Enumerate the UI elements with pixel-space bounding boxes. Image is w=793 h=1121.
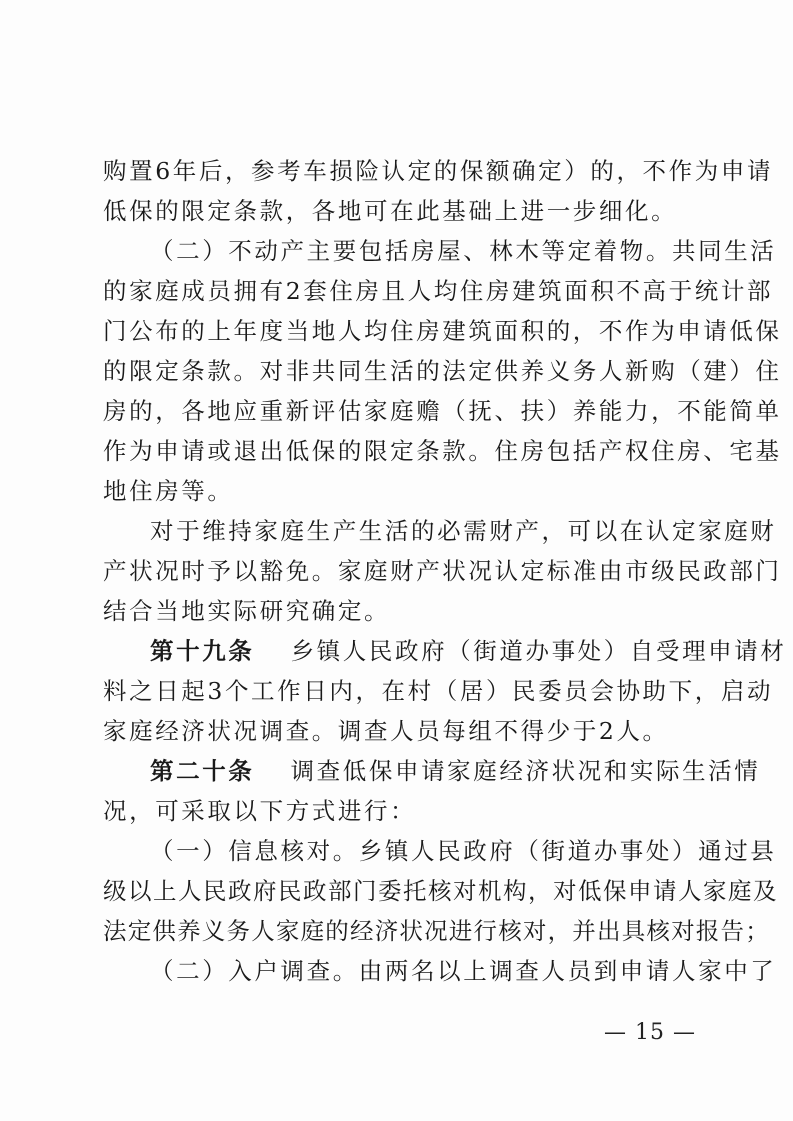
article-line bbox=[150, 631, 787, 671]
text-line: 的限定条款。对非共同生活的法定供养义务人新购（建）住 bbox=[103, 357, 782, 385]
text-line: 产状况时予以豁免。家庭财产状况认定标准由市级民政部门 bbox=[103, 557, 782, 585]
article-label: 第二十条 bbox=[150, 757, 255, 785]
text-line: 结合当地实际研究确定。 bbox=[103, 597, 391, 625]
text-line: 门公布的上年度当地人均住房建筑面积的，不作为申请低保 bbox=[103, 317, 782, 345]
text-line: 家庭经济状况调查。调查人员每组不得少于2人。 bbox=[103, 717, 669, 745]
text-line: 法定供养义务人家庭的经济状况进行核对，并出具核对报告； bbox=[103, 917, 770, 945]
text-line: （二）入户调查。由两名以上调查人员到申请人家中了 bbox=[150, 957, 777, 985]
text-line: 作为申请或退出低保的限定条款。住房包括产权住房、宅基 bbox=[103, 437, 782, 465]
text-line: 低保的限定条款，各地可在此基础上进一步细化。 bbox=[103, 197, 678, 225]
text-line: 的家庭成员拥有2套住房且人均住房建筑面积不高于统计部 bbox=[103, 277, 774, 305]
article-text: 调查低保申请家庭经济状况和实际生活情 bbox=[290, 757, 761, 785]
text-line: 对于维持家庭生产生活的必需财产，可以在认定家庭财 bbox=[150, 517, 777, 545]
text-line: 料之日起3个工作日内，在村（居）民委员会协助下，启动 bbox=[103, 677, 774, 705]
page-number: — 15 — bbox=[604, 1020, 696, 1045]
text-line: 购置6年后，参考车损险认定的保额确定）的，不作为申请 bbox=[103, 157, 774, 185]
text-line: 况，可采取以下方式进行： bbox=[103, 797, 417, 825]
article-separator bbox=[254, 637, 290, 665]
text-line: （二）不动产主要包括房屋、林木等定着物。共同生活 bbox=[150, 237, 777, 265]
text-line: （一）信息核对。乡镇人民政府（街道办事处）通过县 bbox=[150, 837, 777, 865]
article-label: 第十九条 bbox=[150, 637, 255, 665]
article-text: 乡镇人民政府（街道办事处）自受理申请材 bbox=[290, 637, 787, 665]
text-line: 地住房等。 bbox=[103, 477, 234, 505]
article-line bbox=[150, 751, 761, 791]
text-line: 房的，各地应重新评估家庭赡（抚、扶）养能力，不能简单 bbox=[103, 397, 782, 425]
text-line: 级以上人民政府民政部门委托核对机构，对低保申请人家庭及 bbox=[103, 877, 778, 905]
article-separator bbox=[254, 757, 290, 785]
